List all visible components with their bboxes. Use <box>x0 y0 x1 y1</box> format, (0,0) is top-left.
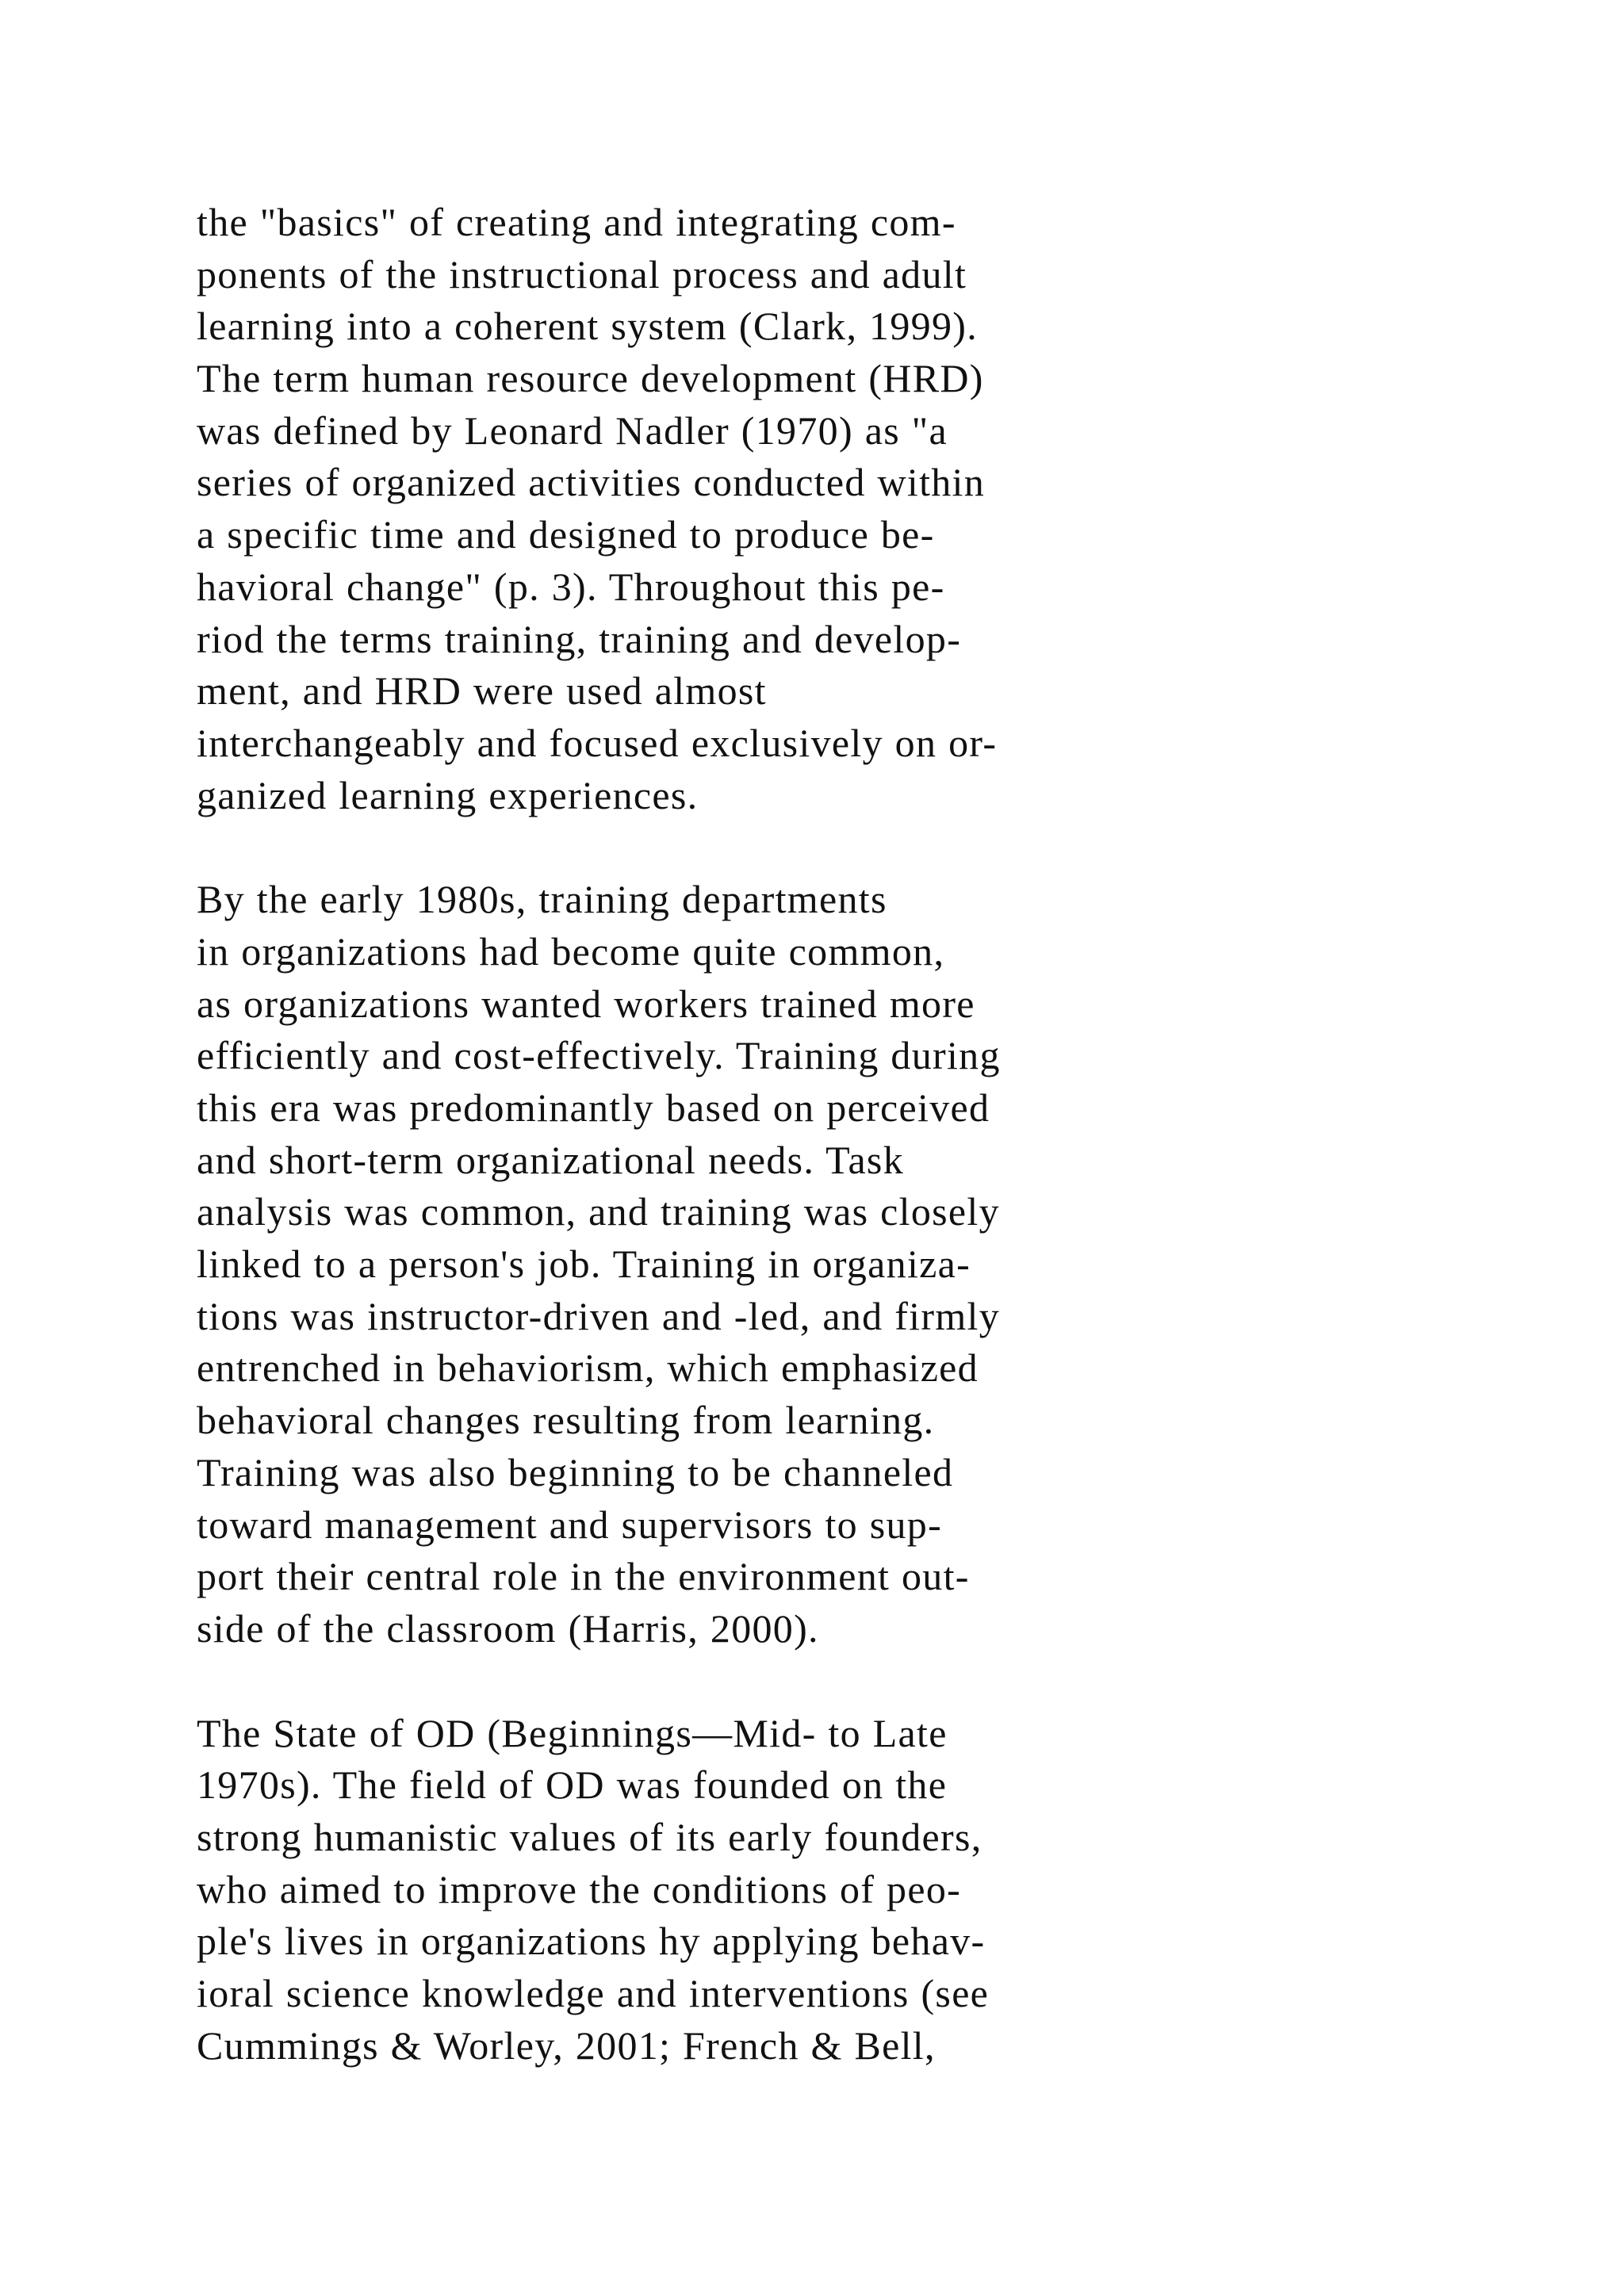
text-line: entrenched in behaviorism, which emphasized <box>197 1345 979 1391</box>
text-line: in organizations had become quite common, <box>197 928 945 974</box>
text-line: the "basics" of creating and integrating com- <box>197 200 956 244</box>
text-line: The State of OD (Beginnings—Mid- to Late <box>197 1710 948 1755</box>
text-line: ganized learning experiences. <box>197 772 699 817</box>
text-line: learning into a coherent system (Clark, 1999). <box>197 304 978 349</box>
text-line: and short-term organizational needs. Task <box>197 1137 904 1182</box>
text-line: tions was instructor-driven and -led, and firmly <box>197 1293 1001 1338</box>
text-line: Training was also beginning to be channeled <box>197 1449 954 1494</box>
text-line: interchangeably and focused exclusively on or- <box>197 720 998 765</box>
text-line: toward management and supervisors to sup- <box>197 1502 943 1547</box>
text-line: 1970s). The field of OD was founded on the <box>197 1762 948 1808</box>
body-text <box>197 197 1465 2124</box>
text-line: linked to a person's job. Training in organiza- <box>197 1242 971 1287</box>
text-line: Cummings & Worley, 2001; French & Bell, <box>197 2022 936 2068</box>
text-line: efficiently and cost-effectively. Training during <box>197 1033 1001 1078</box>
text-line: this era was predominantly based on perceived <box>197 1085 990 1130</box>
text-line: side of the classroom (Harris, 2000). <box>197 1605 819 1651</box>
paragraph-1980s-training <box>197 874 1465 1655</box>
text-line: riod the terms training, training and develop- <box>197 616 962 661</box>
text-line: The term human resource development (HRD) <box>197 356 984 401</box>
text-line: ple's lives in organizations hy applying behav- <box>197 1919 986 1964</box>
text-line: ment, and HRD were used almost <box>197 668 767 714</box>
text-line: ioral science knowledge and interventions (see <box>197 1971 990 2015</box>
text-line: By the early 1980s, training departments <box>197 877 887 922</box>
text-line: was defined by Leonard Nadler (1970) as "a <box>197 408 948 453</box>
text-line: strong humanistic values of its early founders, <box>197 1814 982 1859</box>
text-line: a specific time and designed to produce be- <box>197 512 935 557</box>
text-line: analysis was common, and training was closely <box>197 1189 1000 1234</box>
text-line: behavioral changes resulting from learning. <box>197 1398 935 1443</box>
text-line: ponents of the instructional process and adult <box>197 251 967 297</box>
paragraph-state-of-od <box>197 1708 1465 2072</box>
text-line: port their central role in the environment out- <box>197 1554 970 1599</box>
text-line: as organizations wanted workers trained more <box>197 981 975 1026</box>
text-line: who aimed to improve the conditions of peo- <box>197 1866 962 1911</box>
text-line: havioral change" (p. 3). Throughout this pe- <box>197 564 945 609</box>
text-line: series of organized activities conducted within <box>197 460 986 505</box>
paragraph-hrd-definition <box>197 197 1465 821</box>
